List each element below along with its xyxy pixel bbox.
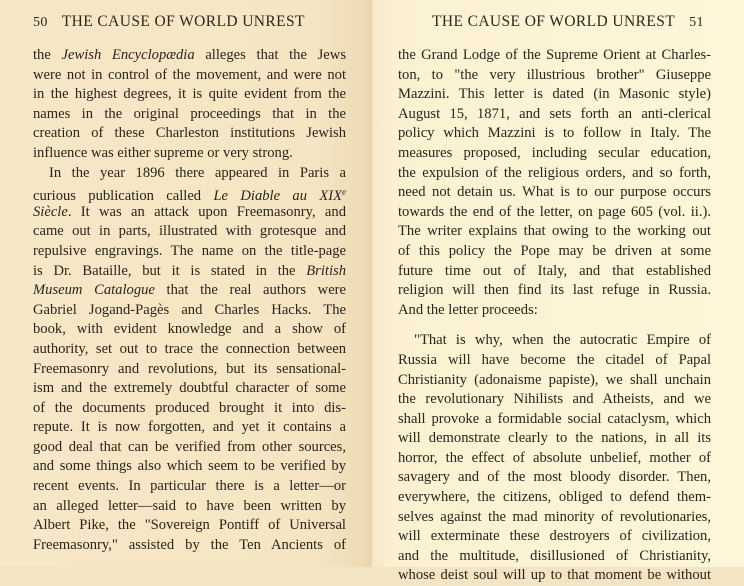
italic-title: British (306, 262, 346, 279)
text-line (398, 449, 711, 469)
text-line (398, 508, 711, 528)
text-run: repute. It is now forgotten, and yet it contains a (33, 419, 346, 436)
text-line (398, 429, 711, 449)
text-run: shall provoke a formidable social cataclysm, which (398, 410, 711, 427)
text-run: book, with evident knowledge and a show of (33, 321, 346, 338)
text-run: need not detain us. What is to our purpose occurs (398, 184, 711, 201)
text-line (33, 360, 346, 380)
text-line (398, 222, 711, 242)
text-run: Freemasonry," assisted by the Ten Ancients of (33, 536, 346, 553)
superscript: e (342, 187, 347, 198)
text-run: will demonstrate clearly to the nations, in all its (398, 430, 711, 447)
text-line (33, 516, 346, 536)
running-title: THE CAUSE OF WORLD UNREST (61, 13, 305, 30)
text-line (398, 390, 711, 410)
text-line (33, 281, 346, 301)
text-run: whose deist soul will up to that moment be without (398, 567, 711, 584)
text-run: ism and the extremely doubtful character of some (33, 380, 346, 397)
text-line (33, 418, 346, 438)
text-line (398, 85, 711, 105)
text-run: authority, set out to trace the connection between (33, 340, 346, 357)
text-run: names in the original proceedings that in the (33, 105, 346, 122)
page-number: 50 (33, 15, 48, 30)
text-run: an alleged letter—said to have been written by (33, 497, 346, 514)
text-run: influence was either supreme or very strong. (33, 144, 293, 161)
text-line (398, 527, 711, 547)
text-run: Mazzini. This letter is dated (in Masonic style) (398, 86, 711, 103)
text-run: ton, to "the very illustrious brother" Giuseppe (398, 66, 711, 83)
text-run: the revolutionary Nihilists and Atheists, and we (398, 391, 711, 408)
text-line (398, 281, 711, 301)
text-run: selves against the mad minority of revolutionaries, (398, 508, 711, 525)
text-run: everywhere, the citizens, obliged to defend them- (398, 489, 711, 506)
text-run: policy which Mazzini is to follow in Italy. The (398, 125, 711, 142)
text-line (33, 144, 346, 164)
text-line (398, 46, 711, 66)
text-line (33, 105, 346, 125)
text-line (33, 457, 346, 477)
text-line (398, 547, 711, 567)
text-line (398, 351, 711, 371)
text-line (33, 46, 346, 66)
text-run: "That is why, when the autocratic Empire of (414, 332, 711, 349)
text-line (398, 144, 711, 164)
text-line (33, 222, 346, 242)
text-run: will exterminate these destroyers of civilization, (398, 528, 711, 545)
text-run: the expulsion of the religious orders, and so forth, (398, 164, 711, 181)
page-body-left (33, 46, 346, 555)
text-line (398, 488, 711, 508)
text-run: alleges that the Jews (194, 47, 347, 63)
text-run: in the highest degrees, it is quite evident from the (33, 86, 346, 103)
text-run: curious publication called (33, 188, 214, 205)
text-line (33, 399, 346, 419)
text-run: Freemasonry and revolutions, but its sensational- (33, 360, 346, 377)
running-header-left (33, 13, 305, 31)
text-run: good deal that can be verified from other sources, (33, 438, 346, 455)
text-run: the (33, 47, 62, 63)
text-line (398, 203, 711, 223)
left-page (0, 0, 372, 567)
text-line (33, 301, 346, 321)
text-line (398, 164, 711, 184)
text-run: is Dr. Bataille, but it is stated in the (33, 262, 307, 279)
text-line (398, 242, 711, 262)
paragraph-gap (398, 320, 711, 331)
text-line (33, 85, 346, 105)
page-body-right (398, 46, 711, 586)
text-run: Gabriel Jogand-Pagès and Charles Hacks. The (33, 301, 346, 318)
text-line (33, 438, 346, 458)
text-line (33, 183, 346, 203)
italic-title: Le Diable au XIX (213, 188, 343, 205)
text-run: future time out of Italy, and that established (398, 262, 711, 279)
running-header-right (432, 13, 704, 31)
page-number: 51 (689, 15, 704, 30)
text-run: were not in control of the movement, and were not (33, 66, 346, 83)
text-run: of the documents produced brought it into dis- (33, 399, 346, 416)
text-line (398, 410, 711, 430)
text-line (398, 301, 711, 321)
text-run: Albert Pike, the "Sovereign Pontiff of Universal (33, 517, 346, 534)
text-run: horror, the effect of absolute unbelief, mother of (398, 449, 711, 466)
text-line (398, 566, 711, 586)
text-run: and the multitude, disillusioned of Christianity, (398, 547, 711, 564)
text-run: August 15, 1871, and sets forth an anti-clerical (398, 105, 711, 122)
text-line (33, 340, 346, 360)
text-run: Russia will have become the citadel of Papal (398, 351, 711, 368)
text-run: the Grand Lodge of the Supreme Orient at Charles- (398, 47, 711, 63)
text-line (33, 379, 346, 399)
italic-title: Siècle (33, 203, 68, 220)
text-run: The writer explains that owing to the working out (398, 223, 711, 240)
text-line (33, 66, 346, 86)
text-line (33, 497, 346, 517)
text-run: religion will then find its last refuge in Russia. (398, 282, 711, 299)
text-run: recent events. In particular there is a letter—or (33, 478, 346, 495)
text-run: repulsive engravings. The name on the title-page (33, 242, 346, 259)
text-run: Christianity (adonaisme papiste), we shall unchain (398, 371, 711, 388)
italic-title: Jewish Encyclopædia (61, 47, 195, 63)
text-run: came out in parts, illustrated with grotesque and (33, 223, 346, 240)
text-line (33, 262, 346, 282)
text-line (398, 331, 711, 351)
text-run: creation of these Charleston institutions Jewish (33, 125, 346, 142)
running-title: THE CAUSE OF WORLD UNREST (432, 13, 676, 30)
text-line (33, 320, 346, 340)
text-run: of this policy the Pope may be driven at some (398, 242, 711, 259)
text-line (398, 183, 711, 203)
text-line (398, 262, 711, 282)
text-run: In the year 1896 there appeared in Paris a (49, 164, 346, 181)
text-line (33, 242, 346, 262)
text-run: measures proposed, including secular education, (398, 144, 711, 161)
italic-title: Museum Catalogue (33, 282, 155, 299)
text-line (33, 477, 346, 497)
text-run: savagery and of the most bloody disorder. Then, (398, 469, 711, 486)
text-line (398, 468, 711, 488)
text-run: that the real authors were (154, 282, 347, 299)
text-line (33, 124, 346, 144)
text-run: and some things also which seem to be verified by (33, 458, 346, 475)
text-run: towards the end of the letter, on page 605 (vol. ii.). (398, 203, 711, 220)
text-line (398, 371, 711, 391)
text-line (398, 66, 711, 86)
text-run: . It was an attack upon Freemasonry, and (67, 203, 346, 220)
text-line (33, 164, 346, 184)
text-line (33, 536, 346, 556)
right-page (372, 0, 744, 584)
text-line (398, 124, 711, 144)
text-line (33, 203, 346, 223)
text-line (398, 105, 711, 125)
text-run: And the letter proceeds: (398, 301, 538, 318)
